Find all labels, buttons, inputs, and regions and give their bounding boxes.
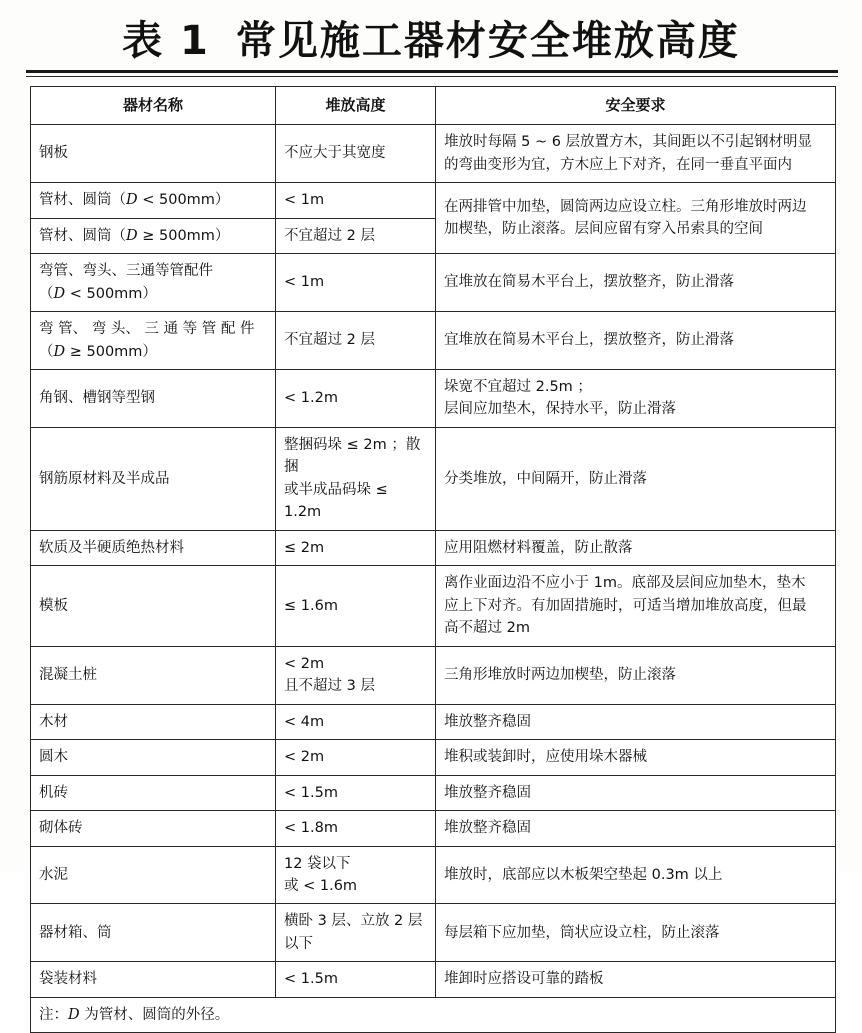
table-title-text: [122, 9, 740, 66]
table-row: [31, 904, 836, 962]
table-header-row: [31, 87, 836, 125]
cell-requirement: 堆积或装卸时，应使用垛木器械: [436, 740, 836, 775]
cell-requirement: [436, 566, 836, 646]
name-part: ≥ 500mm）: [137, 227, 230, 244]
table-row: [31, 312, 836, 370]
cell-name: 砌体砖: [31, 811, 276, 846]
table-row: [31, 646, 836, 704]
table-number: 表 1: [122, 17, 210, 64]
height-line-2: 以下: [284, 935, 313, 952]
table-row: [31, 962, 836, 997]
table-row: [31, 775, 836, 810]
name-part: 管材、圆筒（: [39, 192, 126, 209]
cell-requirement: 堆放时，底部应以木板架空垫起 0.3m 以上: [436, 846, 836, 904]
table-row: [31, 704, 836, 739]
table-row: [31, 846, 836, 904]
symbol-d: D: [53, 285, 66, 302]
cell-name: 水泥: [31, 846, 276, 904]
cell-name: 钢板: [31, 125, 276, 183]
table-note-row: [31, 997, 836, 1032]
table-container: [30, 86, 835, 1033]
stacking-height-table: [30, 86, 836, 1033]
cell-height: < 1.5m: [276, 775, 436, 810]
table-title-label: 常见施工器材安全堆放高度: [235, 17, 740, 64]
cell-height: < 2m: [276, 740, 436, 775]
table-row: [31, 125, 836, 183]
cell-height: ≤ 2m: [276, 530, 436, 565]
column-header-requirement: 安全要求: [436, 87, 836, 125]
cell-name: 钢筋原材料及半成品: [31, 427, 276, 530]
cell-name: 木材: [31, 704, 276, 739]
requirement-line-1: 垛宽不宜超过 2.5m ；: [444, 379, 592, 395]
name-part: （: [39, 285, 54, 302]
requirement-line-2: 层间应加垫木，保持水平，防止滑落: [444, 401, 676, 418]
height-line-1: < 2m: [284, 655, 325, 672]
cell-height: [276, 904, 436, 962]
cell-name: 角钢、槽钢等型钢: [31, 370, 276, 428]
cell-requirement: 应用阻燃材料覆盖，防止散落: [436, 530, 836, 565]
requirement-line-2: 的弯曲变形为宜，方木应上下对齐，在同一垂直平面内: [444, 156, 792, 173]
cell-height: < 1.8m: [276, 811, 436, 846]
cell-requirement: 宜堆放在简易木平台上，摆放整齐，防止滑落: [436, 312, 836, 370]
cell-name: 袋装材料: [31, 962, 276, 997]
table-row: [31, 811, 836, 846]
cell-requirement: 堆放整齐稳固: [436, 704, 836, 739]
name-part: < 500mm）: [137, 192, 230, 209]
height-line-1: 12 袋以下: [284, 855, 351, 872]
note-label: 注：: [39, 1006, 68, 1023]
cell-requirement: 堆放整齐稳固: [436, 775, 836, 810]
cell-height: [276, 846, 436, 904]
cell-requirement: 分类堆放，中间隔开，防止滑落: [436, 427, 836, 530]
title-rule-thick: [26, 70, 838, 73]
cell-height: 不应大于其宽度: [276, 125, 436, 183]
name-part: 管材、圆筒（: [39, 227, 126, 244]
cell-name: 模板: [31, 566, 276, 646]
cell-name: [31, 254, 276, 312]
table-row: [31, 370, 836, 428]
height-line-2: 或 < 1.6m: [284, 877, 358, 894]
table-row: [31, 183, 836, 218]
requirement-line-1: 堆放时每隔 5 ~ 6 层放置方木，其间距以不引起钢材明显: [444, 134, 813, 151]
symbol-d: D: [126, 227, 138, 244]
cell-height: 不宜超过 2 层: [276, 218, 436, 253]
cell-requirement: [436, 125, 836, 183]
cell-height: < 4m: [276, 704, 436, 739]
table-row: [31, 427, 836, 530]
table-row: [31, 254, 836, 312]
cell-name: 圆木: [31, 740, 276, 775]
table-note: [31, 997, 836, 1032]
requirement-line-1: 在两排管中加垫，圆筒两边应设立柱。三角形堆放时两边: [444, 198, 807, 215]
height-line-2: 且不超过 3 层: [284, 678, 375, 695]
symbol-d: D: [53, 343, 66, 360]
cell-requirement: 宜堆放在简易木平台上，摆放整齐，防止滑落: [436, 254, 836, 312]
symbol-d: D: [68, 1006, 80, 1023]
name-line-1: 弯管、弯头、三通等管配件: [39, 263, 213, 280]
cell-requirement: 每层箱下应加垫，筒状应设立柱，防止滚落: [436, 904, 836, 962]
cell-name: 软质及半硬质绝热材料: [31, 530, 276, 565]
name-part: ≥ 500mm）: [65, 343, 157, 360]
table-title: [0, 0, 862, 74]
cell-height: < 1.2m: [276, 370, 436, 428]
requirement-line-2: 应上下对齐。有加固措施时，可适当增加堆放高度，但最: [444, 597, 807, 614]
table-row: [31, 740, 836, 775]
cell-height: [276, 427, 436, 530]
cell-requirement: 堆卸时应搭设可靠的踏板: [436, 962, 836, 997]
column-header-height: 堆放高度: [276, 87, 436, 125]
cell-name: [31, 312, 276, 370]
table-row: [31, 566, 836, 646]
height-line-1: 整捆码垛 ≤ 2m ；散捆: [284, 436, 421, 476]
cell-requirement: [436, 370, 836, 428]
cell-name: 器材箱、筒: [31, 904, 276, 962]
requirement-line-3: 高不超过 2m: [444, 620, 530, 637]
name-line-1: 弯 管、 弯 头、 三 通 等 管 配 件: [39, 321, 255, 338]
cell-name: [31, 218, 276, 253]
cell-requirement: [436, 183, 836, 254]
name-part: < 500mm）: [65, 285, 157, 302]
height-line-1: 横卧 3 层、立放 2 层: [284, 913, 423, 930]
note-text: 为管材、圆筒的外径。: [79, 1006, 230, 1023]
cell-requirement: 堆放整齐稳固: [436, 811, 836, 846]
cell-height: [276, 646, 436, 704]
cell-requirement: 三角形堆放时两边加楔垫，防止滚落: [436, 646, 836, 704]
cell-height: < 1.5m: [276, 962, 436, 997]
requirement-line-2: 加楔垫，防止滚落。层间应留有穿入吊索具的空间: [444, 221, 763, 238]
cell-height: ≤ 1.6m: [276, 566, 436, 646]
cell-height: < 1m: [276, 254, 436, 312]
symbol-d: D: [126, 192, 138, 209]
column-header-name: 器材名称: [31, 87, 276, 125]
table-row: [31, 530, 836, 565]
cell-height: < 1m: [276, 183, 436, 218]
cell-name: [31, 183, 276, 218]
cell-height: 不宜超过 2 层: [276, 312, 436, 370]
height-line-2: 或半成品码垛 ≤ 1.2m: [284, 481, 388, 521]
requirement-line-1: 离作业面边沿不应小于 1m。底部及层间应加垫木，垫木: [444, 575, 806, 592]
cell-name: 机砖: [31, 775, 276, 810]
cell-name: 混凝土桩: [31, 646, 276, 704]
title-rule-thin: [26, 76, 838, 77]
name-part: （: [39, 343, 54, 360]
